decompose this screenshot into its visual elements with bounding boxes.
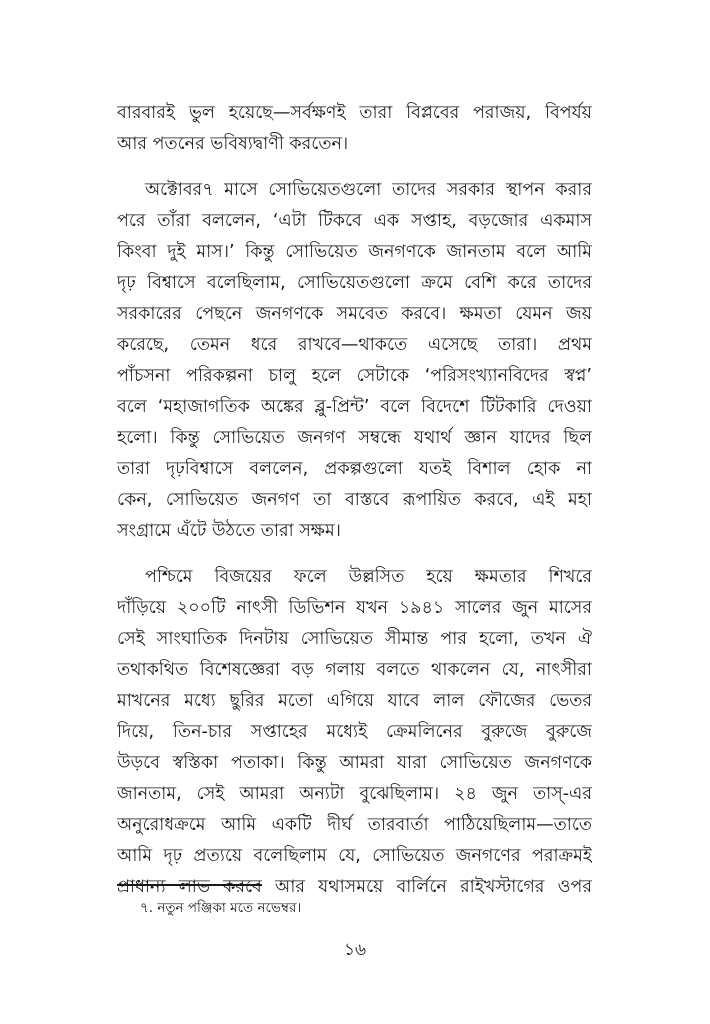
- text-line: তারা দৃঢ়বিশ্বাসে বললেন, প্রকল্পগুলো যতই বিশাল হোক না: [117, 459, 592, 479]
- text-line: বলে ‘মহাজাগতিক অঙ্কের ব্লু-প্রিন্ট’ বলে বিদেশে টিটকারি দেওয়া: [117, 397, 592, 417]
- text-line: অক্টোবর৭ মাসে সোভিয়েতগুলো তাদের সরকার স্থাপন করার: [145, 180, 592, 200]
- text-line: সরকারের পেছনে জনগণকে সমবেত করবে। ক্ষমতা যেমন জয়: [117, 304, 592, 324]
- text-line: কেন, সোভিয়েত জনগণ তা বাস্তবে রূপায়িত করবে, এই মহা: [117, 490, 592, 510]
- text-line: করেছে, তেমন ধরে রাখবে—থাকতে এসেছে তারা। প্রথম: [117, 335, 592, 355]
- text-line: তথাকথিত বিশেষজ্ঞেরা বড় গলায় বলতে থাকলেন যে, নাৎসীরা: [117, 660, 592, 680]
- paragraph-gap: [117, 547, 592, 562]
- text-line: কিংবা দুই মাস।’ কিন্তু সোভিয়েত জনগণকে জানতাম বলে আমি: [117, 242, 592, 262]
- text-line: দিয়ে, তিন-চার সপ্তাহের মধ্যেই ক্রেমলিনের বুরুজে বুরুজে: [117, 722, 592, 742]
- text-line: বারবারই ভুল হয়েছে—সর্বক্ষণই তারা বিপ্লবের পরাজয়, বিপর্যয়: [117, 103, 592, 123]
- footnote: ৭. নতুন পঞ্জিকা মতে নভেম্বর।: [140, 900, 302, 916]
- text-line: সেই সাংঘাতিক দিনটায় সোভিয়েত সীমান্ত পার হলো, তখন ঐ: [117, 629, 592, 649]
- paragraph-2: [117, 175, 592, 547]
- text-line: সংগ্রামে এঁটে উঠতে তারা সক্ষম।: [117, 521, 341, 541]
- body-text: [117, 98, 592, 903]
- text-line: উড়বে স্বস্তিকা পতাকা। কিন্তু আমরা যারা সোভিয়েত জনগণকে: [117, 753, 592, 773]
- paragraph-3: [117, 562, 592, 903]
- text-line: অনুরোধক্রমে আমি একটি দীর্ঘ তারবার্তা পাঠিয়েছিলাম—তাতে: [117, 815, 592, 835]
- text-line: দাঁড়িয়ে ২০০টি নাৎসী ডিভিশন যখন ১৯৪১ সালের জুন মাসের: [117, 598, 592, 618]
- text-line: আর পতনের ভবিষ্যদ্বাণী করতেন।: [117, 134, 349, 154]
- footnote-divider: [117, 884, 262, 886]
- text-line: দৃঢ় বিশ্বাসে বলেছিলাম, সোভিয়েতগুলো ক্রমে বেশি করে তাদের: [117, 273, 592, 293]
- text-line: হলো। কিন্তু সোভিয়েত জনগণ সম্বন্ধে যথার্থ জ্ঞান যাদের ছিল: [117, 428, 592, 448]
- paragraph-1: [117, 98, 592, 160]
- text-line: প্রাধান্য লাভ করবে আর যথাসময়ে বার্লিনে রাইখস্টাগের ওপর: [117, 877, 592, 897]
- text-line: আমি দৃঢ় প্রত্যয়ে বলেছিলাম যে, সোভিয়েত জনগণের পরাক্রমই: [117, 846, 592, 866]
- text-line: পাঁচসনা পরিকল্পনা চালু হলে সেটাকে ‘পরিসংখ্যানবিদের স্বপ্ন’: [117, 366, 592, 386]
- page-number: ১৬: [343, 940, 367, 960]
- text-line: জানতাম, সেই আমরা অন্যটা বুঝেছিলাম। ২৪ জুন তাস্-এর: [117, 784, 592, 804]
- text-line: পরে তাঁরা বললেন, ‘এটা টিকবে এক সপ্তাহ, বড়জোর একমাস: [117, 211, 592, 231]
- text-line: মাখনের মধ্যে ছুরির মতো এগিয়ে যাবে লাল ফৌজের ভেতর: [117, 691, 592, 711]
- text-line: পশ্চিমে বিজয়ের ফলে উল্লসিত হয়ে ক্ষমতার শিখরে: [145, 567, 592, 587]
- paragraph-gap: [117, 160, 592, 175]
